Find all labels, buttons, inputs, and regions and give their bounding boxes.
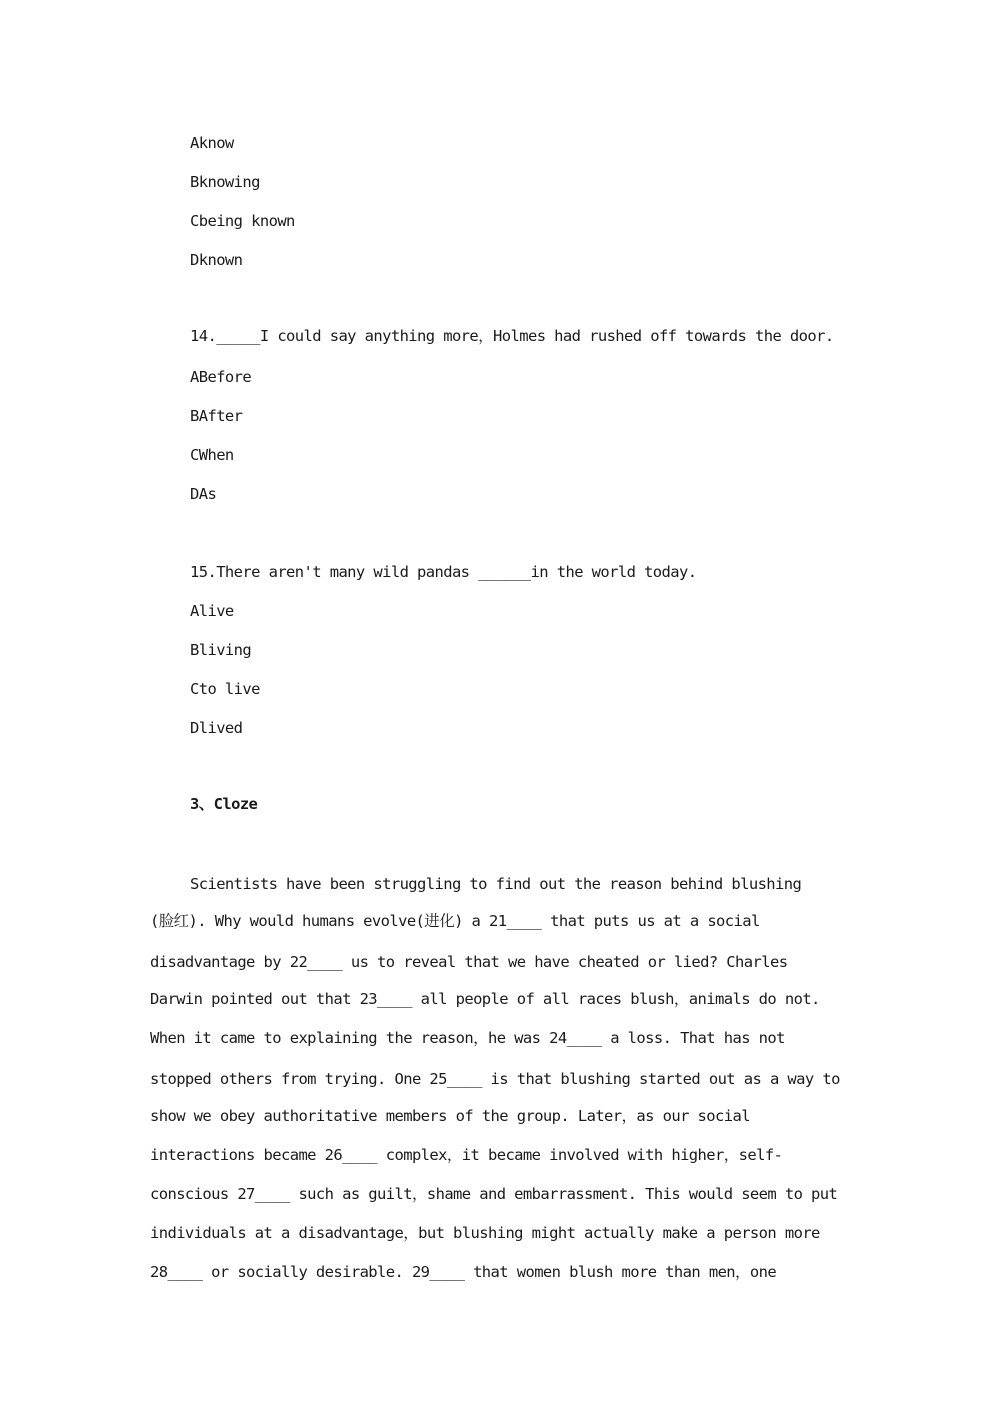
q14-stem: 14._____I could say anything more，Holmes had rushed off towards the door. (190, 327, 834, 345)
cloze-line: interactions became 26____ complex，it became involved with higher，self- (150, 1146, 783, 1164)
cloze-line: show we obey authoritative members of the group. Later，as our social (150, 1107, 750, 1125)
q15-option-b: Bliving (190, 641, 252, 659)
cloze-line: stopped others from trying. One 25____ is that blushing started out as a way to (150, 1070, 840, 1088)
q14-option-b: BAfter (190, 407, 243, 425)
section-heading: 3、Cloze (190, 795, 258, 813)
q13-option-d: Dknown (190, 251, 243, 269)
q15-option-c: Cto live (190, 680, 260, 698)
cloze-line: Darwin pointed out that 23____ all people of all races blush，animals do not. (150, 990, 820, 1008)
q15-option-a: Alive (190, 602, 234, 620)
cloze-line: (脸红). Why would humans evolve(进化) a 21____ that puts us at a social (150, 912, 760, 930)
cloze-line: 28____ or socially desirable. 29____ that women blush more than men，one (150, 1263, 777, 1281)
q14-option-c: CWhen (190, 446, 234, 464)
cloze-line: conscious 27____ such as guilt，shame and embarrassment. This would seem to put (150, 1185, 838, 1203)
q14-option-d: DAs (190, 485, 217, 503)
q13-option-c: Cbeing known (190, 212, 295, 230)
cloze-line: Scientists have been struggling to find out the reason behind blushing (190, 875, 802, 893)
q14-option-a: ABefore (190, 368, 252, 386)
cloze-line: When it came to explaining the reason，he was 24____ a loss. That has not (150, 1029, 785, 1047)
cloze-line: individuals at a disadvantage，but blushing might actually make a person more (150, 1224, 820, 1242)
q13-option-b: Bknowing (190, 173, 260, 191)
q15-option-d: Dlived (190, 719, 243, 737)
q15-stem: 15.There aren't many wild pandas ______in the world today. (190, 563, 697, 581)
q13-option-a: Aknow (190, 134, 234, 152)
cloze-line: disadvantage by 22____ us to reveal that we have cheated or lied? Charles (150, 953, 788, 971)
